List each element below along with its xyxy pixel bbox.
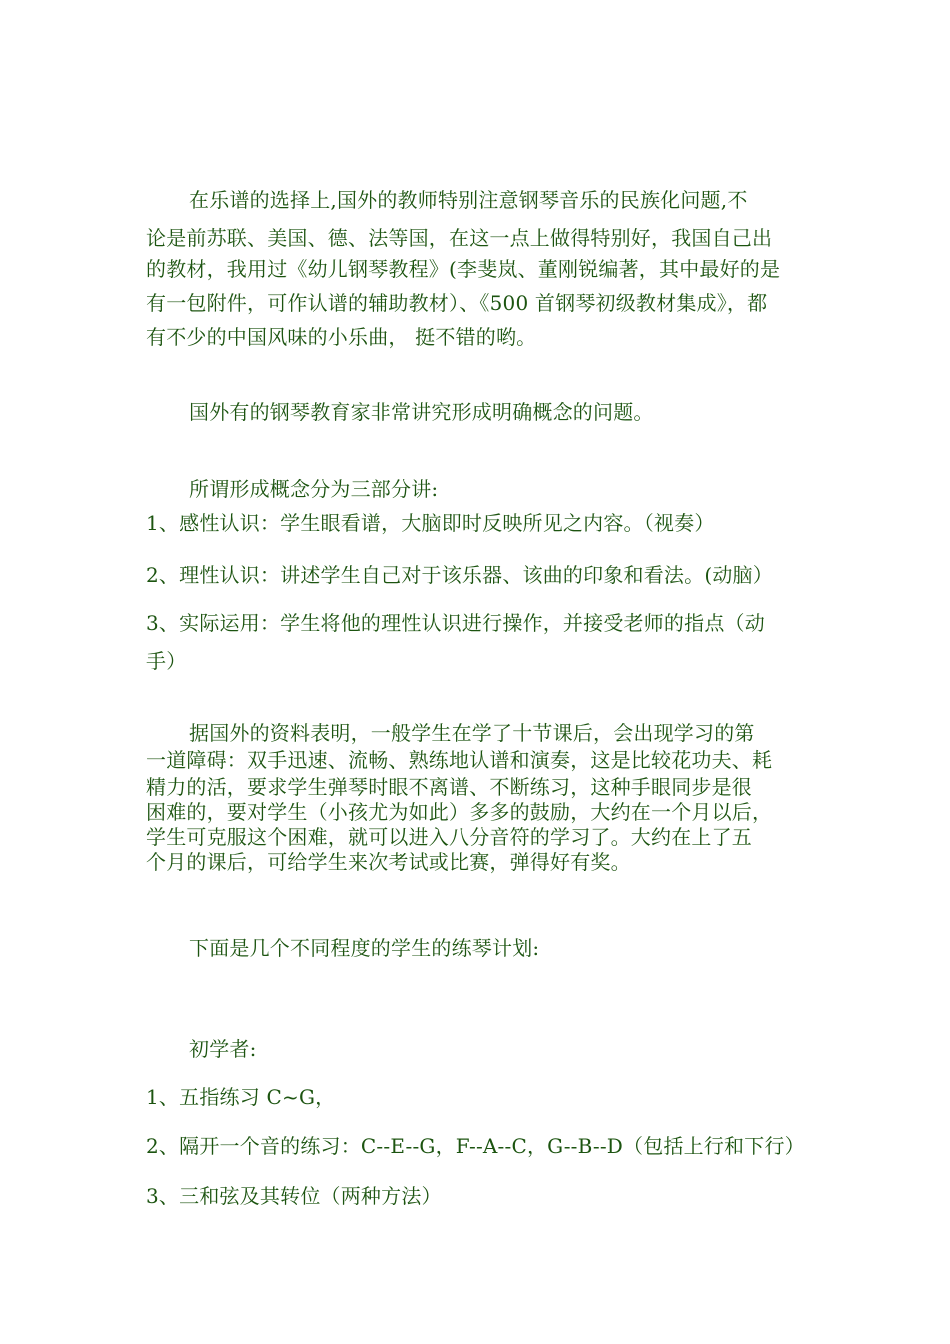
concept-item: 3、实际运用：学生将他的理性认识进行操作，并接受老师的指点（动 (146, 611, 765, 635)
paragraph-2: 国外有的钢琴教育家非常讲究形成明确概念的问题。 (189, 400, 654, 424)
paragraph-1-line: 在乐谱的选择上,国外的教师特别注意钢琴音乐的民族化问题,不 (189, 188, 748, 212)
paragraph-1-line: 有一包附件，可作认谱的辅助教材）、《500 首钢琴初级教材集成》，都 (146, 291, 768, 315)
paragraph-3-line: 困难的，要对学生（小孩尤为如此）多多的鼓励，大约在一个月以后， (146, 800, 773, 824)
beginner-item: 3、三和弦及其转位（两种方法） (146, 1184, 442, 1208)
paragraph-1-line: 的教材，我用过《幼儿钢琴教程》(李斐岚、董刚锐编著，其中最好的是 (146, 257, 781, 281)
paragraph-3-line: 个月的课后，可给学生来次考试或比赛，弹得好有奖。 (146, 850, 631, 874)
paragraph-1-line: 有不少的中国风味的小乐曲， 挺不错的哟。 (146, 325, 537, 349)
beginner-item: 1、五指练习 C~G， (146, 1085, 336, 1109)
concepts-intro: 所谓形成概念分为三部分讲: (189, 477, 439, 501)
paragraph-3-line: 一道障碍：双手迅速、流畅、熟练地认谱和演奏，这是比较花功夫、耗 (146, 748, 773, 772)
paragraph-3-line: 学生可克服这个困难，就可以进入八分音符的学习了。大约在上了五 (146, 825, 752, 849)
beginner-heading: 初学者: (189, 1037, 257, 1061)
paragraph-3-line: 据国外的资料表明，一般学生在学了十节课后，会出现学习的第 (189, 721, 755, 745)
concept-item: 1、感性认识：学生眼看谱，大脑即时反映所见之内容。（视奏） (146, 511, 715, 535)
concept-item-continuation: 手） (146, 649, 187, 673)
paragraph-4: 下面是几个不同程度的学生的练琴计划: (189, 936, 540, 960)
paragraph-3-line: 精力的活，要求学生弹琴时眼不离谱、不断练习，这种手眼同步是很 (146, 775, 752, 799)
beginner-item: 2、隔开一个音的练习：C--E--G，F--A--C，G--B--D（包括上行和下行） (146, 1134, 805, 1158)
paragraph-1-line: 论是前苏联、美国、德、法等国，在这一点上做得特别好，我国自己出 (146, 226, 773, 250)
concept-item: 2、理性认识：讲述学生自己对于该乐器、该曲的印象和看法。(动脑） (146, 563, 773, 587)
